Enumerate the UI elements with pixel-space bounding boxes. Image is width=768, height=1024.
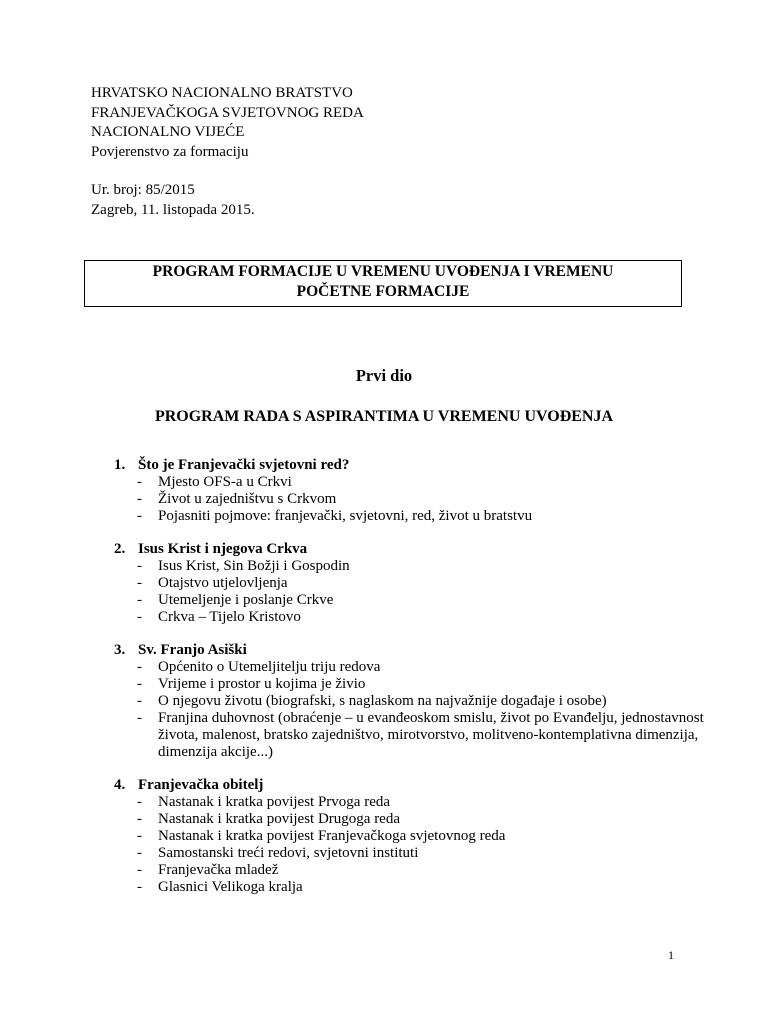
section-3 [114, 642, 734, 761]
title-line-1: PROGRAM FORMACIJE U VREMENU UVOĐENJA I VREMENU [152, 263, 614, 280]
list-item-text: Franjina duhovnost (obraćenje – u evanđeoskom smislu, život po Evanđelju, jednostavnost života, malenost, bratsko zajedništvo, mirotvorstvo, molitveno-kontemplativna dimenzija, dimenzija akcije...) [158, 710, 704, 760]
list-item-text: Nastanak i kratka povijest Prvoga reda [158, 794, 391, 810]
section-1 [114, 457, 734, 525]
list-item-text: Općenito o Utemeljitelju triju redova [158, 659, 381, 675]
list-item-text: Glasnici Velikoga kralja [158, 879, 303, 895]
dash-bullet: - [137, 508, 142, 524]
section-number: 1. [114, 457, 126, 473]
list-item [114, 575, 734, 592]
list-item [114, 592, 734, 609]
document-references [91, 181, 255, 220]
dash-bullet: - [137, 828, 142, 844]
section-2 [114, 541, 734, 626]
list-item [114, 659, 734, 676]
list-item-text: Franjevačka mladež [158, 862, 279, 878]
list-item-text: Otajstvo utjelovljenja [158, 575, 288, 591]
section-items [114, 794, 734, 896]
section-items [114, 558, 734, 626]
list-item [114, 558, 734, 575]
list-item-text: Samostanski treći redovi, svjetovni instituti [158, 845, 419, 861]
part-title: Prvi dio [355, 366, 413, 385]
dash-bullet: - [137, 845, 142, 861]
list-item [114, 828, 734, 845]
section-title: Isus Krist i njegova Crkva [138, 541, 308, 557]
dash-bullet: - [137, 609, 142, 625]
list-item [114, 845, 734, 862]
list-item [114, 474, 734, 491]
list-item-text: Nastanak i kratka povijest Franjevačkoga svjetovnog reda [158, 828, 506, 844]
list-item [114, 710, 734, 761]
list-item-text: Pojasniti pojmove: franjevački, svjetovni, red, život u bratstvu [158, 508, 533, 524]
list-item [114, 794, 734, 811]
section-heading [114, 457, 734, 474]
list-item [114, 609, 734, 626]
list-item-text: Crkva – Tijelo Kristovo [158, 609, 301, 625]
section-number: 3. [114, 642, 126, 658]
title-line-2: POČETNE FORMACIJE [296, 283, 470, 300]
section-title: Sv. Franjo Asiški [138, 642, 247, 658]
dash-bullet: - [137, 693, 142, 709]
section-heading [114, 541, 734, 558]
section-number: 4. [114, 777, 126, 793]
dash-bullet: - [137, 794, 142, 810]
list-item [114, 811, 734, 828]
list-item [114, 508, 734, 525]
dash-bullet: - [137, 558, 142, 574]
section-heading [114, 642, 734, 659]
document-date: Zagreb, 11. listopada 2015. [91, 201, 255, 218]
list-item [114, 879, 734, 896]
dash-bullet: - [137, 659, 142, 675]
part-subtitle: PROGRAM RADA S ASPIRANTIMA U VREMENU UVOĐENJA [154, 408, 614, 425]
organization-header [91, 84, 364, 162]
list-item-text: Utemeljenje i poslanje Crkve [158, 592, 334, 608]
section-title: Franjevačka obitelj [138, 777, 264, 793]
page-number: 1 [668, 948, 674, 962]
dash-bullet: - [137, 676, 142, 692]
section-number: 2. [114, 541, 126, 557]
section-title: Što je Franjevački svjetovni red? [138, 457, 350, 473]
document-title-box [84, 260, 682, 307]
dash-bullet: - [137, 592, 142, 608]
dash-bullet: - [137, 710, 142, 726]
dash-bullet: - [137, 575, 142, 591]
dash-bullet: - [137, 474, 142, 490]
list-item-text: Vrijeme i prostor u kojima je živio [158, 676, 366, 692]
list-item-text: Život u zajedništvu s Crkvom [158, 491, 337, 507]
org-line-4: Povjerenstvo za formaciju [91, 143, 249, 160]
list-item [114, 491, 734, 508]
section-heading [114, 777, 734, 794]
section-items [114, 474, 734, 525]
list-item [114, 693, 734, 710]
dash-bullet: - [137, 879, 142, 895]
org-line-2: FRANJEVAČKOGA SVJETOVNOG REDA [91, 104, 364, 121]
list-item-text: O njegovu životu (biografski, s naglaskom na najvažnije događaje i osobe) [158, 693, 607, 709]
dash-bullet: - [137, 811, 142, 827]
section-items [114, 659, 734, 761]
org-line-3: NACIONALNO VIJEĆE [91, 124, 245, 140]
list-item [114, 862, 734, 879]
reference-number: Ur. broj: 85/2015 [91, 182, 195, 198]
list-item-text: Nastanak i kratka povijest Drugoga reda [158, 811, 400, 827]
program-sections [114, 457, 734, 912]
dash-bullet: - [137, 491, 142, 507]
dash-bullet: - [137, 862, 142, 878]
list-item-text: Isus Krist, Sin Božji i Gospodin [158, 558, 350, 574]
list-item [114, 676, 734, 693]
list-item-text: Mjesto OFS-a u Crkvi [158, 474, 292, 490]
org-line-1: HRVATSKO NACIONALNO BRATSTVO [91, 85, 353, 101]
section-4 [114, 777, 734, 896]
